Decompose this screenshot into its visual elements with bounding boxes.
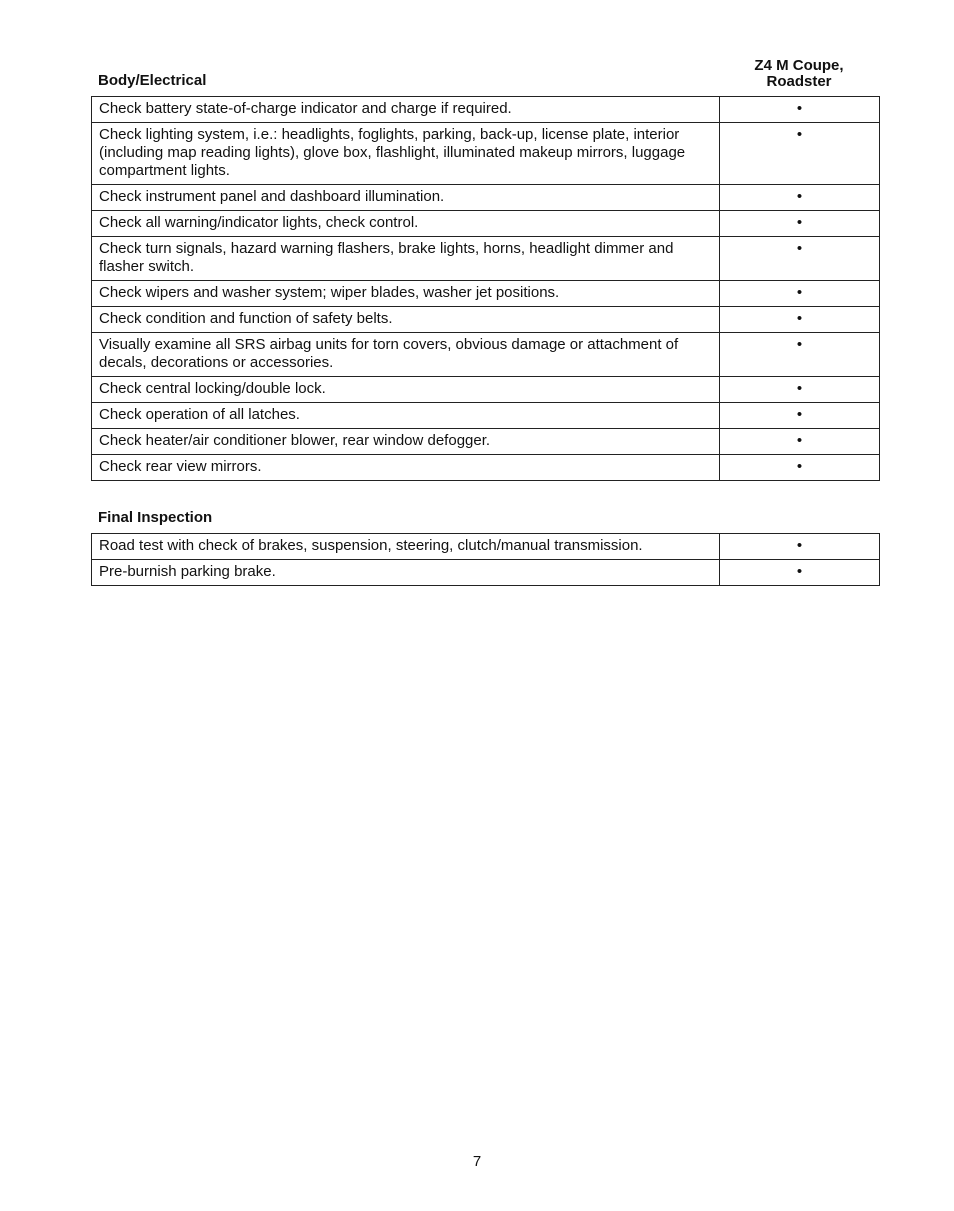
row-description: Check all warning/indicator lights, check control. — [92, 211, 720, 237]
row-applicability-cell — [720, 211, 880, 237]
row-description: Check heater/air conditioner blower, rear window defogger. — [92, 429, 720, 455]
bullet-icon: • — [796, 310, 803, 327]
body-electrical-title: Body/Electrical — [98, 72, 207, 89]
table-row — [92, 123, 880, 185]
row-applicability-cell — [720, 281, 880, 307]
bullet-icon: • — [796, 336, 803, 353]
bullet-icon: • — [796, 432, 803, 449]
bullet-icon: • — [796, 380, 803, 397]
row-description: Check turn signals, hazard warning flashers, brake lights, horns, headlight dimmer and flasher switch. — [92, 237, 720, 281]
row-description: Check operation of all latches. — [92, 403, 720, 429]
row-applicability-cell — [720, 455, 880, 481]
bullet-icon: • — [796, 406, 803, 423]
row-applicability-cell — [720, 534, 880, 560]
body-electrical-rows — [92, 97, 880, 481]
table-row — [92, 455, 880, 481]
bullet-icon: • — [796, 188, 803, 205]
bullet-icon: • — [796, 563, 803, 580]
row-applicability-cell — [720, 185, 880, 211]
row-description: Check central locking/double lock. — [92, 377, 720, 403]
table-row — [92, 377, 880, 403]
final-inspection-title: Final Inspection — [98, 509, 213, 526]
table-row — [92, 281, 880, 307]
bullet-icon: • — [796, 126, 803, 143]
row-description: Check wipers and washer system; wiper blades, washer jet positions. — [92, 281, 720, 307]
table-row — [92, 333, 880, 377]
row-applicability-cell — [720, 307, 880, 333]
page-number: 7 — [472, 1153, 482, 1170]
bullet-icon: • — [796, 284, 803, 301]
final-inspection-rows — [92, 534, 880, 586]
row-applicability-cell — [720, 237, 880, 281]
row-description: Check rear view mirrors. — [92, 455, 720, 481]
row-description: Pre-burnish parking brake. — [92, 560, 720, 586]
bullet-icon: • — [796, 537, 803, 554]
row-applicability-cell — [720, 429, 880, 455]
table-row — [92, 185, 880, 211]
table-row — [92, 534, 880, 560]
row-applicability-cell — [720, 403, 880, 429]
model-column-header: Z4 M Coupe, Roadster — [754, 57, 844, 90]
table-row — [92, 560, 880, 586]
bullet-icon: • — [796, 214, 803, 231]
table-row — [92, 237, 880, 281]
body-electrical-header — [91, 58, 879, 96]
row-description: Road test with check of brakes, suspension, steering, clutch/manual transmission. — [92, 534, 720, 560]
final-inspection-table — [91, 533, 880, 586]
row-applicability-cell — [720, 333, 880, 377]
table-row — [92, 307, 880, 333]
bullet-icon: • — [796, 240, 803, 257]
table-row — [92, 429, 880, 455]
row-applicability-cell — [720, 97, 880, 123]
body-electrical-section — [91, 58, 879, 481]
table-row — [92, 97, 880, 123]
row-description: Check battery state-of-charge indicator and charge if required. — [92, 97, 720, 123]
table-row — [92, 211, 880, 237]
body-electrical-table — [91, 96, 880, 481]
row-description: Check lighting system, i.e.: headlights, foglights, parking, back-up, license plate, interior (including map reading lights), glove box, flashlight, illuminated makeup mirrors, luggage compartment lights. — [92, 123, 720, 185]
row-applicability-cell — [720, 560, 880, 586]
bullet-icon: • — [796, 458, 803, 475]
table-row — [92, 403, 880, 429]
bullet-icon: • — [796, 100, 803, 117]
row-applicability-cell — [720, 377, 880, 403]
row-applicability-cell — [720, 123, 880, 185]
row-description: Check instrument panel and dashboard illumination. — [92, 185, 720, 211]
row-description: Check condition and function of safety belts. — [92, 307, 720, 333]
final-inspection-section — [91, 509, 879, 586]
row-description: Visually examine all SRS airbag units for torn covers, obvious damage or attachment of decals, decorations or accessories. — [92, 333, 720, 377]
